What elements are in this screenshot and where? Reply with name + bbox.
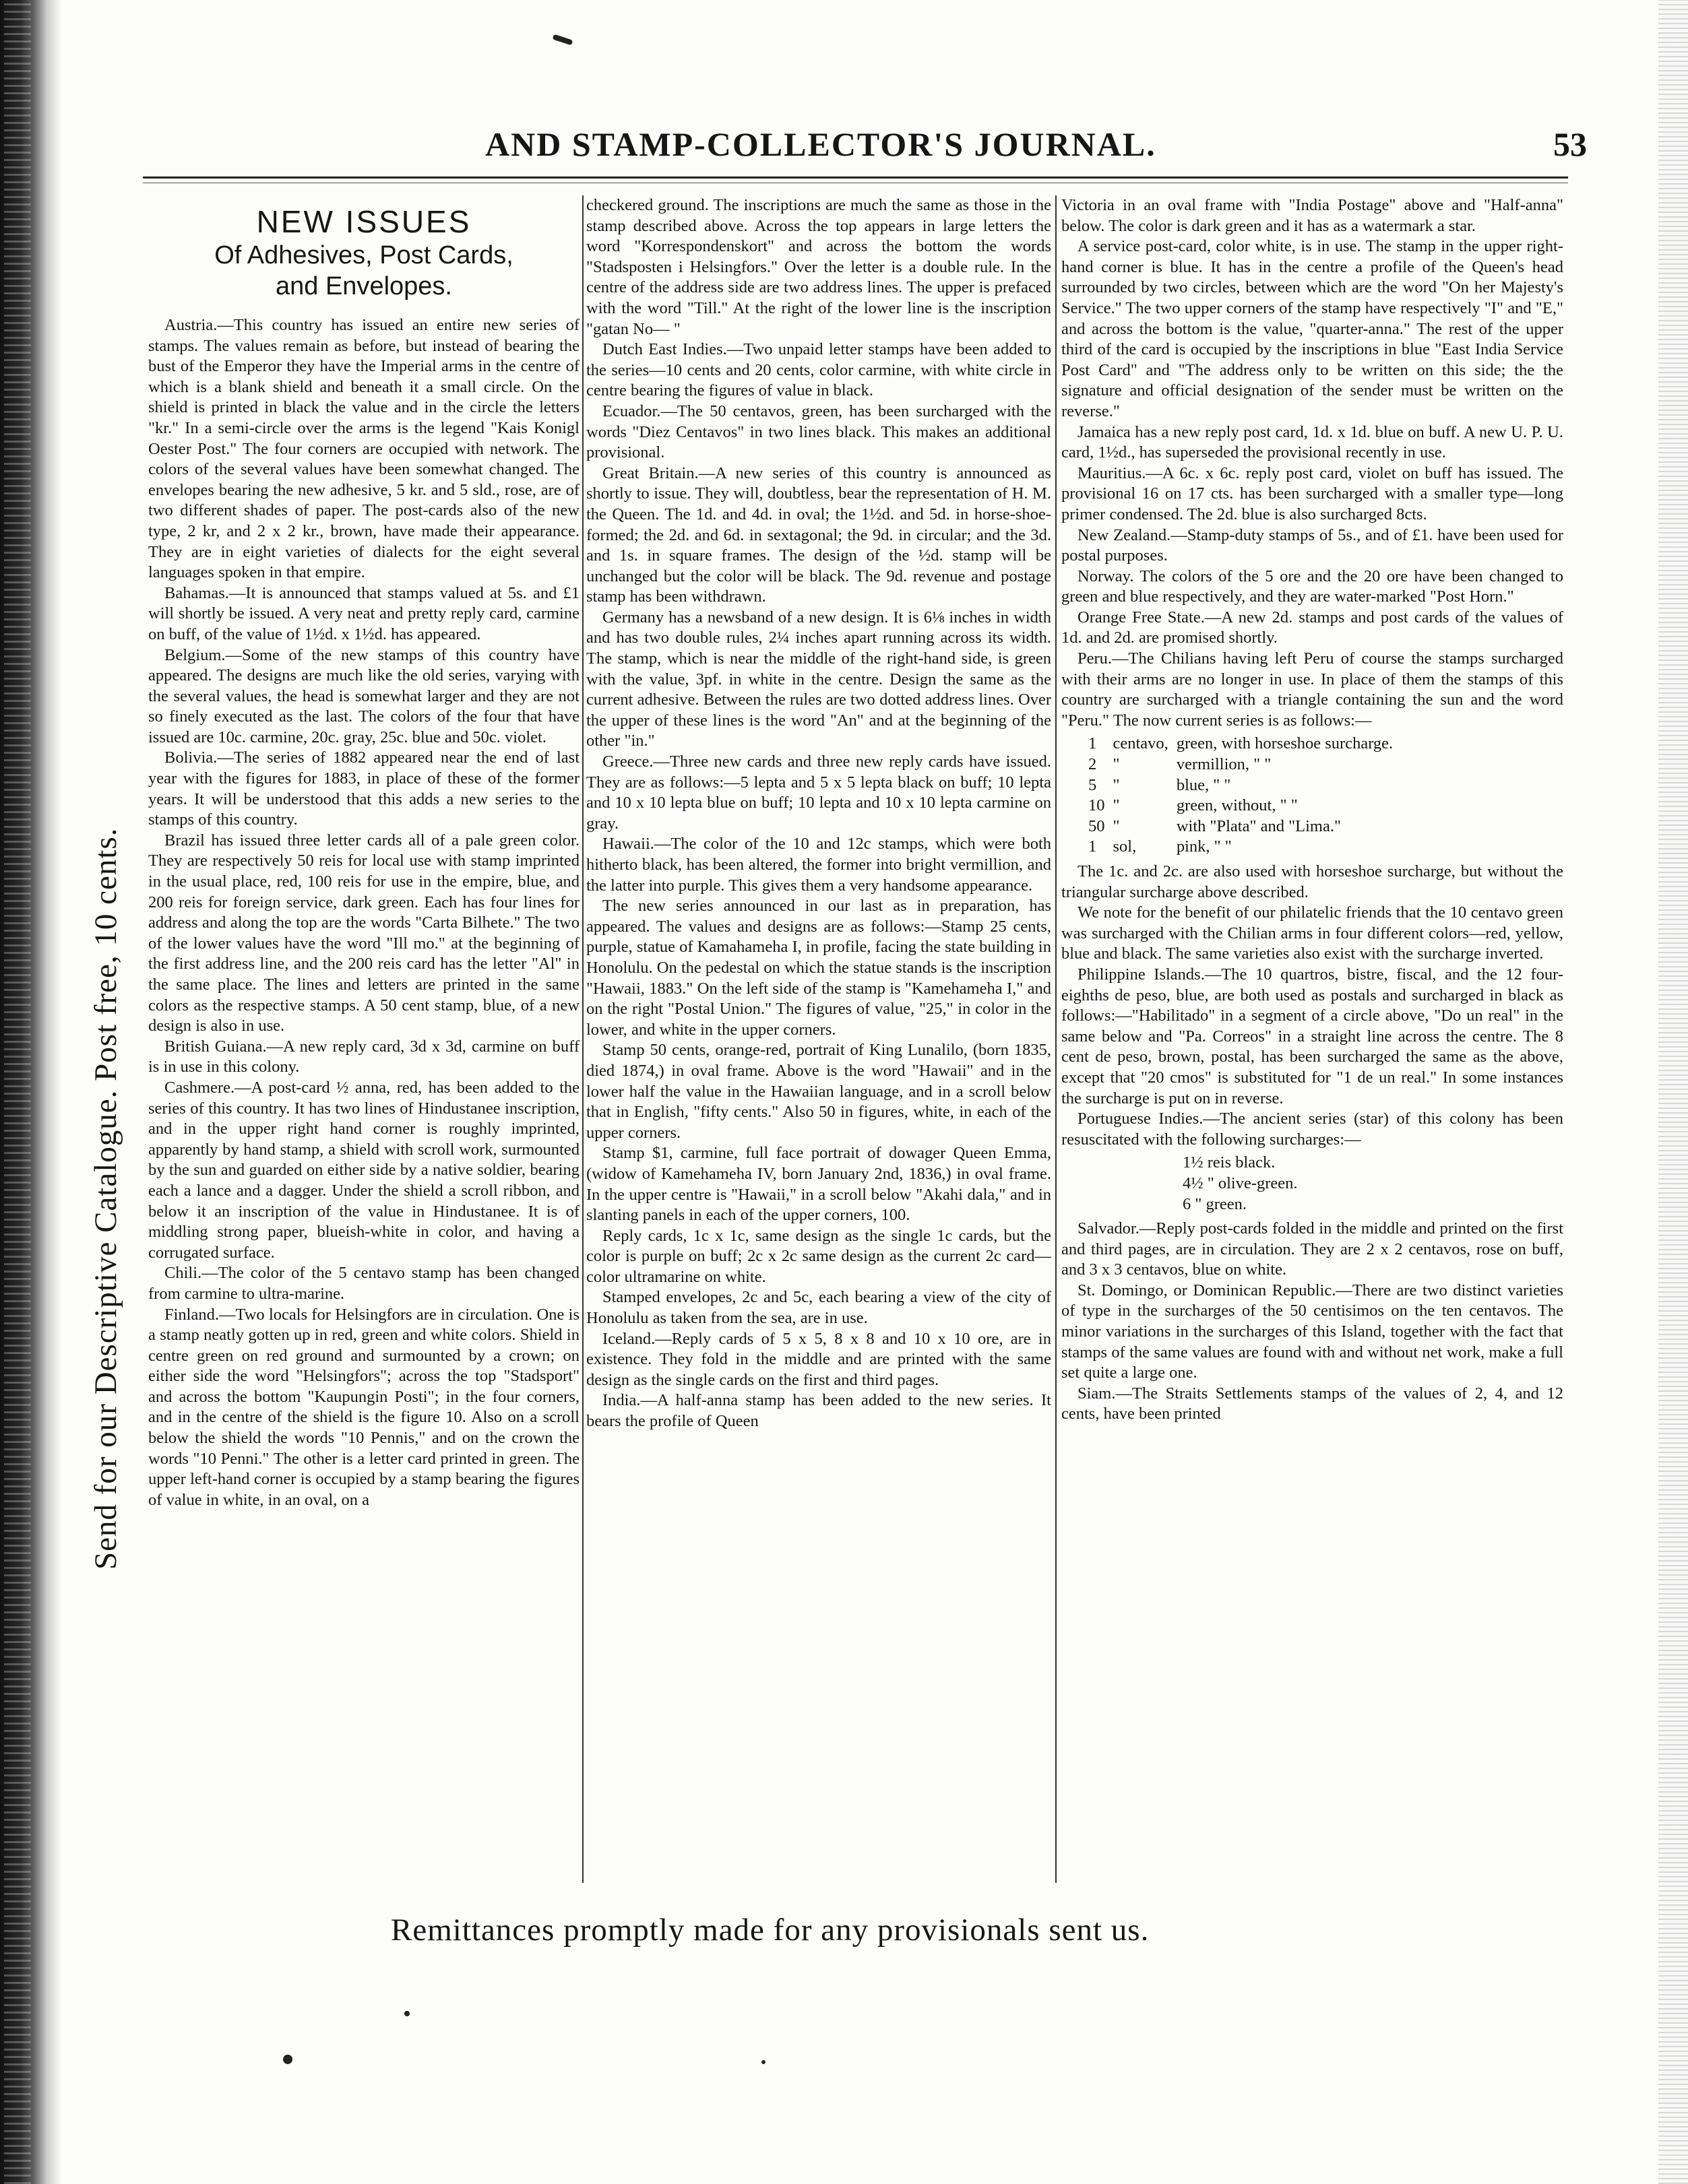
peru-surcharge-table [1088, 734, 1401, 858]
paragraph: Reply cards, 1c x 1c, same design as the single 1c cards, but the color is purple on buff; 2c x 2c same design as the current 2c card—color ultramarine on white. [586, 1226, 1051, 1286]
list-item: 4½ " olive-green. [1183, 1174, 1298, 1192]
table-cell: " [1113, 816, 1120, 835]
table-cell: 10 [1088, 796, 1105, 815]
side-advertisement: Send for our Descriptive Catalogue. Post free, 10 cents. [88, 827, 123, 1570]
table-cell: green, with horseshoe surcharge. [1176, 734, 1394, 753]
table-row [1088, 775, 1401, 796]
table-cell: 1 [1088, 734, 1097, 753]
page-number: 53 [1553, 125, 1587, 163]
paragraph: Orange Free State.—A new 2d. stamps and post cards of the values of 1d. and 2d. are promised shortly. [1061, 608, 1563, 647]
ink-speck [761, 2060, 765, 2064]
section-subtitle-line: Of Adhesives, Post Cards, [214, 241, 513, 269]
table-row [1088, 754, 1401, 775]
paragraph: Bolivia.—The series of 1882 appeared near the end of last year with the figures for 1883, in place of these of the former years. It will be understood that this adds a new series to the stamps of this country. [148, 748, 580, 829]
paragraph: Victoria in an oval frame with "India Postage" above and "Half-anna" below. The color is dark green and it has as a watermark a star. [1061, 196, 1563, 235]
table-cell: " [1113, 755, 1120, 774]
paragraph: Hawaii.—The color of the 10 and 12c stamps, which were both hitherto black, has been altered, the former into bright vermillion, and the latter into purple. This gives them a very handsome appearance. [586, 835, 1051, 895]
table-cell: green, without, " " [1176, 796, 1298, 815]
scan-binding-edge [0, 0, 62, 2184]
paragraph: India.—A half-anna stamp has been added to the new series. It bears the profile of Queen [586, 1391, 1051, 1431]
table-cell: blue, " " [1176, 775, 1231, 794]
paragraph: Norway. The colors of the 5 ore and the 20 ore have been changed to green and blue respectively, and they are water-marked "Post Horn." [1061, 567, 1563, 606]
paragraph: Stamp $1, carmine, full face portrait of dowager Queen Emma, (widow of Kamehameha IV, born January 2nd, 1836,) in oval frame. In the upper centre is "Hawaii," in a scroll below "Akahi dala," and in slanting panels in each of the upper corners, 100. [586, 1144, 1051, 1225]
table-cell: 2 [1088, 755, 1097, 774]
paragraph: British Guiana.—A new reply card, 3d x 3d, carmine on buff is in use in this colony. [148, 1037, 580, 1077]
paragraph: St. Domingo, or Dominican Republic.—There are two distinct varieties of type in the surcharges of the 50 centisimos on the ten centavos. The minor variations in the surcharges of this Island, together with the fact that stamps of the same values are found with and without net work, make a full set quite a large one. [1061, 1281, 1563, 1382]
section-title: NEW ISSUES [256, 204, 472, 239]
table-cell: " [1113, 796, 1120, 815]
running-head: AND STAMP-COLLECTOR'S JOURNAL. [485, 125, 1156, 163]
table-row [1088, 837, 1401, 858]
paragraph: Siam.—The Straits Settlements stamps of the values of 2, 4, and 12 cents, have been printed [1061, 1384, 1563, 1423]
paragraph: Brazil has issued three letter cards all of a pale green color. They are respectively 50 reis for local use with stamp imprinted in the usual place, red, 100 reis for use in the empire, blue, and 200 reis for foreign service, dark green. Each has four lines for address and along the top are the words "Carta Bilhete." The two of the lower values have the word "Ill mo." at the beginning of the first address line, and the 200 reis card has the letter "Al" in the same place. The lines and letters are printed in the same colors as the respective stamps. A 50 cent stamp, blue, of a new design is also in use. [148, 831, 580, 1035]
section-subtitle-line: and Envelopes. [276, 272, 452, 300]
table-cell: 5 [1088, 775, 1097, 794]
paragraph: We note for the benefit of our philatelic friends that the 10 centavo green was surcharged with the Chilian arms in four different colors—red, yellow, blue and black. The same varieties also exist with the surcharge inverted. [1061, 903, 1563, 963]
scan-right-edge [1658, 0, 1688, 2184]
ink-speck [404, 2011, 410, 2016]
paragraph: The 1c. and 2c. are also used with horseshoe surcharge, but without the triangular surcharge above described. [1061, 862, 1563, 901]
paragraph: Iceland.—Reply cards of 5 x 5, 8 x 8 and 10 x 10 ore, are in existence. They fold in the middle and are printed with the same design as the single cards on the first and third pages. [586, 1329, 1051, 1389]
section-subtitle [148, 240, 580, 302]
paragraph: Jamaica has a new reply post card, 1d. x 1d. blue on buff. A new U. P. U. card, 1½d., has superseded the provisional recently in use. [1061, 422, 1563, 462]
table-cell: centavo, [1113, 734, 1168, 753]
paragraph: Philippine Islands.—The 10 quartros, bistre, fiscal, and the 12 four-eighths de peso, blue, are both used as postals and surcharged in black as follows:—"Habilitado" in a segment of a circle above, "Do un real" in the same below and "Pa. Correos" in a straight line across the centre. The 8 cent de peso, brown, postal, has been surcharged the same as the above, except that "20 cmos" is substituted for "1 de un real." In some instances the surcharge is put on in reverse. [1061, 965, 1563, 1107]
paragraph: Chili.—The color of the 5 centavo stamp has been changed from carmine to ultra-marine. [148, 1264, 580, 1303]
column-2 [586, 195, 1051, 1886]
list-item: 1½ reis black. [1183, 1153, 1276, 1172]
paragraph: Cashmere.—A post-card ½ anna, red, has been added to the series of this country. It has two lines of Hindustanee inscription, and in the upper right hand corner is roughly imprinted, apparently by hand stamp, a shield with scroll work, surmounted by the sun and guarded on either side by a native soldier, bearing each a lance and a dagger. Under the shield a scroll ribbon, and below it an inscription of the value in Hindustanee. It is of middling strong paper, blueish-white in color, and having a corrugated surface. [148, 1078, 580, 1262]
paragraph: Dutch East Indies.—Two unpaid letter stamps have been added to the series—10 cents and 20 cents, color carmine, with white circle in centre bearing the figures of value in black. [586, 340, 1051, 400]
paragraph: Bahamas.—It is announced that stamps valued at 5s. and £1 will shortly be issued. A very neat and pretty reply card, carmine on buff, of the value of 1½d. x 1½d. has appeared. [148, 583, 580, 643]
paragraph: Belgium.—Some of the new stamps of this country have appeared. The designs are much like the old series, varying with the several values, the head is somewhat larger and they are not so finely executed as the last. The colors of the four that have issued are 10c. carmine, 20c. gray, 25c. blue and 50c. violet. [148, 645, 580, 746]
table-cell: 50 [1088, 816, 1105, 835]
column-1 [148, 195, 580, 1886]
paragraph: Great Britain.—A new series of this country is announced as shortly to issue. They will, doubtless, bear the representation of H. M. the Queen. The 1d. and 4d. in oval; the 1½d. and 5d. in horse-shoe-formed; the 2d. and 6d. in sextagonal; the 9d. in circular; and the 3d. and 1s. in square frames. The design of the ½d. stamp will be unchanged but the color will be black. The 9d. revenue and postage stamp has been withdrawn. [586, 463, 1051, 606]
ink-speck [283, 2055, 292, 2064]
paragraph: Mauritius.—A 6c. x 6c. reply post card, violet on buff has issued. The provisional 16 on 17 cts. has been surcharged with a smaller type—long primer condensed. The 2d. blue is also surcharged 8cts. [1061, 463, 1563, 523]
paragraph: A service post-card, color white, is in use. The stamp in the upper right-hand corner is blue. It has in the centre a profile of the Queen's head surrounded by two circles, between which are the word "On her Majesty's Service." The two upper corners of the stamp have respectively "I" and "E," and across the bottom is the value, "quarter-anna." The rest of the upper third of the card is occupied by the inscriptions in blue "East India Service Post Card" and "The address only to be written on this side; the the signature and official designation of the sender must be written on the reverse." [1061, 237, 1563, 420]
paragraph: The new series announced in our last as in preparation, has appeared. The values and designs are as follows:—Stamp 25 cents, purple, statue of Kamahameha I, in profile, facing the state building in Honolulu. On the pedestal on which the statue stands is the inscription "Hawaii, 1883." On the left side of the stamp is "Kamehameha I," and on the right "Postal Union." The figures of value, "25," in color in the lower, and white in the upper corners. [586, 897, 1051, 1039]
paragraph: Ecuador.—The 50 centavos, green, has been surcharged with the words "Diez Centavos" in two lines black. This makes an additional provisional. [586, 402, 1051, 462]
column-3 [1061, 195, 1563, 1886]
table-cell: pink, " " [1176, 837, 1232, 856]
paragraph: Austria.—This country has issued an entire new series of stamps. The values remain as before, but instead of bearing the bust of the Emperor they have the Imperial arms in the centre of which is a blank shield and beneath it a small circle. On the shield is printed in black the value and in the circle the letters "kr." In a semi-circle over the arms is the legend "Kais Konigl Oester Post." The four corners are occupied with network. The colors of the several values have been somewhat changed. The envelopes bearing the new adhesive, 5 kr. and 5 sld., rose, are of two different shades of paper. The post-cards also of the new type, 2 kr, and 2 x 2 kr., brown, have made their appearance. They are in eight varieties of dialects for the eight several languages spoken in that empire. [148, 316, 580, 582]
table-row [1088, 734, 1401, 754]
table-cell: " [1113, 775, 1120, 794]
table-cell: vermillion, " " [1176, 755, 1272, 774]
table-row [1088, 816, 1401, 837]
paragraph: Greece.—Three new cards and three new reply cards have issued. They are as follows:—5 lepta and 5 x 5 lepta black on buff; 10 lepta and 10 x 10 lepta blue on buff; 10 lepta and 10 x 10 lepta carmine on gray. [586, 752, 1051, 833]
header-rule [143, 176, 1568, 183]
paragraph: Germany has a newsband of a new design. It is 6⅛ inches in width and has two double rules, 2¼ inches apart running across its width. The stamp, which is near the middle of the right-hand side, is green with the value, 3pf. in white in the centre. Design the same as the current adhesive. Between the rules are two dotted address lines. Over the upper of these lines is the word "An" and at the beginning of the other "in." [586, 608, 1051, 750]
column-divider [582, 195, 584, 1883]
ink-mark [552, 34, 573, 46]
paragraph: Peru.—The Chilians having left Peru of course the stamps surcharged with their arms are no longer in use. In place of them the stamps of this country are surcharged with a triangle containing the sun and the word "Peru." The now current series is as follows:— [1061, 649, 1563, 730]
table-cell: with "Plata" and "Lima." [1176, 816, 1341, 835]
table-row [1088, 796, 1401, 816]
paragraph: Portuguese Indies.—The ancient series (star) of this colony has been resuscitated with the following surcharges:— [1061, 1110, 1563, 1149]
paragraph: New Zealand.—Stamp-duty stamps of 5s., and of £1. have been used for postal purposes. [1061, 525, 1563, 565]
table-cell: sol, [1113, 837, 1137, 856]
column-divider [1055, 195, 1057, 1883]
paragraph: Stamp 50 cents, orange-red, portrait of King Lunalilo, (born 1835, died 1874,) in oval frame. Above is the word "Hawaii" and in the lower half the value in the Hawaiian language, and in a scroll below that in English, "fifty cents." Also 50 in figures, white, in each of the upper corners. [586, 1041, 1051, 1142]
paragraph: checkered ground. The inscriptions are much the same as those in the stamp described above. Across the top appears in large letters the word "Korrespondenskort" and across the bottom the words "Stadsposten i Helsingfors." Over the letter is a double rule. In the centre of the address side are two address lines. The upper is prefaced with the word "Till." At the right of the lower line is the inscription "gatan No— " [586, 196, 1051, 338]
footer-advertisement: Remittances promptly made for any provisionals sent us. [391, 1913, 1150, 1948]
paragraph: Finland.—Two locals for Helsingfors are in circulation. One is a stamp neatly gotten up in red, green and white colors. Shield in centre green on red ground and surmounted by a crown; on either side the word "Helsingfors"; across the top "Stadsport" and across the bottom "Kaupungin Posti"; in the four corners, and in the centre of the shield is the figure 10. Also on a scroll below the shield the words "10 Pennis," and on the crown the words "10 Penni." The other is a letter card printed in green. The upper left-hand corner is occupied by a stamp bearing the figures of value in white, in an oval, on a [148, 1305, 580, 1509]
list-item: 6 " green. [1183, 1194, 1247, 1213]
paragraph: Salvador.—Reply post-cards folded in the middle and printed on the first and third pages, are in circulation. They are 2 x 2 centavos, rose on buff, and 3 x 3 centavos, blue on white. [1061, 1219, 1563, 1279]
paragraph: Stamped envelopes, 2c and 5c, each bearing a view of the city of Honolulu as taken from the sea, are in use. [586, 1288, 1051, 1328]
surcharge-rates-list [1183, 1153, 1563, 1215]
table-cell: 1 [1088, 837, 1097, 856]
